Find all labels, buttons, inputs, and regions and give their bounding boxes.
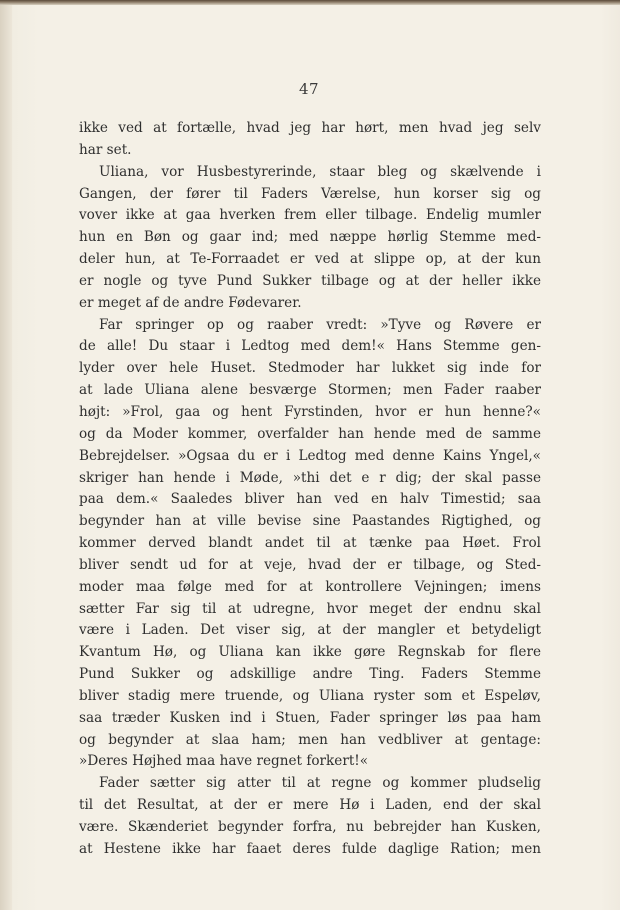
text-line: har set. xyxy=(79,141,132,158)
text-line: vover ikke at gaa hverken frem eller tilbage. Endelig mumler xyxy=(79,207,541,224)
text-line: hun en Bøn og gaar ind; med næppe hørlig Stemme med- xyxy=(79,229,541,246)
text-line: bliver stadig mere truende, og Uliana ryster som et Espeløv, xyxy=(79,687,541,704)
text-line: højt: »Frol, gaa og hent Fyrstinden, hvor er hun henne?« xyxy=(79,403,541,420)
text-line: saa træder Kusken ind i Stuen, Fader springer løs paa ham xyxy=(79,709,541,726)
page-top-edge xyxy=(0,0,620,5)
text-line: Gangen, der fører til Faders Værelse, hun korser sig og xyxy=(79,185,541,202)
text-line: moder maa følge med for at kontrollere Vejningen; imens xyxy=(79,578,541,595)
text-line: ikke ved at fortælle, hvad jeg har hørt, men hvad jeg selv xyxy=(79,120,541,136)
body-text xyxy=(79,118,541,861)
text-line: være i Laden. Det viser sig, at der mangler et betydeligt xyxy=(79,622,541,639)
text-line: Bebrejdelser. »Ogsaa du er i Ledtog med denne Kains Yngel,« xyxy=(79,447,541,464)
text-line: sætter Far sig til at udregne, hvor meget der endnu skal xyxy=(79,600,541,617)
text-line: til det Resultat, at der er mere Hø i Laden, end der skal xyxy=(79,797,541,814)
text-line: være. Skænderiet begynder forfra, nu bebrejder han Kusken, xyxy=(79,819,541,835)
text-line: bliver sendt ud for at veje, hvad der er tilbage, og Sted- xyxy=(79,556,541,573)
text-line: at lade Uliana alene besværge Stormen; men Fader raaber xyxy=(79,382,541,399)
text-line: kommer derved blandt andet til at tænke paa Høet. Frol xyxy=(79,535,541,552)
text-line: Uliana, vor Husbestyrerinde, staar bleg og skælvende i xyxy=(99,163,541,180)
text-line: de alle! Du staar i Ledtog med dem!« Hans Stemme gen- xyxy=(79,338,541,355)
binding-shadow xyxy=(0,5,12,910)
text-line: »Deres Højhed maa have regnet forkert!« xyxy=(79,753,369,770)
text-line: paa dem.« Saaledes bliver han ved en halv Timestid; saa xyxy=(79,491,541,508)
text-line: er meget af de andre Fødevarer. xyxy=(79,294,302,311)
text-line: deler hun, at Te-Forraadet er ved at slippe op, at der kun xyxy=(79,251,541,268)
text-line: skriger han hende i Møde, »thi det e r dig; der skal passe xyxy=(79,469,541,486)
text-line: Fader sætter sig atter til at regne og kommer pludselig xyxy=(99,775,541,792)
page-number: 47 xyxy=(298,80,320,98)
text-line: Pund Sukker og adskillige andre Ting. Faders Stemme xyxy=(79,666,541,683)
text-line: og da Moder kommer, overfalder han hende med de samme xyxy=(79,425,541,442)
text-line: lyder over hele Huset. Stedmoder har lukket sig inde for xyxy=(79,360,541,377)
text-line: er nogle og tyve Pund Sukker tilbage og at der heller ikke xyxy=(79,272,541,289)
text-line: Far springer op og raaber vredt: »Tyve og Røvere er xyxy=(99,316,541,333)
text-line: begynder han at ville bevise sine Paastandes Rigtighed, og xyxy=(79,513,541,530)
text-line: at Hestene ikke har faaet deres fulde daglige Ration; men xyxy=(79,840,541,857)
text-line: og begynder at slaa ham; men han vedbliver at gentage: xyxy=(79,731,541,748)
text-line: Kvantum Hø, og Uliana kan ikke gøre Regnskab for flere xyxy=(79,644,541,661)
